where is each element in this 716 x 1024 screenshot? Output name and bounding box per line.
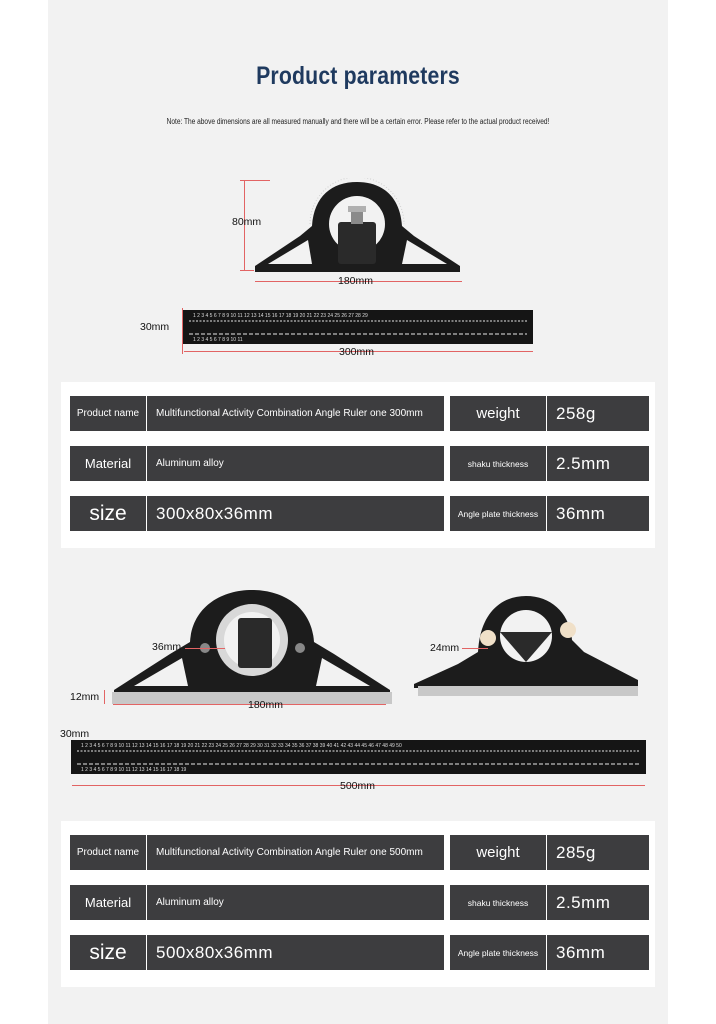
svg-text:1 2 3 4 5 6 7 8 9 10 11 12 13: 1 2 3 4 5 6 7 8 9 10 11 12 13 14 15 16 17 18 19 20 21 22 23 24 25 26 27 28 29: [193, 313, 368, 319]
shaku-thickness-value: 2.5mm: [547, 446, 649, 481]
dim-line-horizontal: [240, 180, 270, 181]
size-value: 500x80x36mm: [147, 935, 444, 970]
weight-value: 258g: [547, 396, 649, 431]
page-title: Product parameters: [256, 62, 460, 90]
ruler-length-label: 300mm: [339, 346, 375, 358]
shaku-thickness-label: shaku thickness: [450, 446, 546, 481]
product-name-value: Multifunctional Activity Combination Angle Ruler one 500mm: [147, 835, 444, 870]
angle-plate-thickness-label: Angle plate thickness: [450, 935, 546, 970]
size-value: 300x80x36mm: [147, 496, 444, 531]
weight-value: 285g: [547, 835, 649, 870]
dim-line-vertical: [104, 690, 105, 704]
head-height-label: 80mm: [232, 216, 262, 228]
spec-table-500: [61, 821, 655, 987]
product-name-label: Product name: [70, 835, 146, 870]
head-width-label: 180mm: [338, 275, 374, 287]
size-label: size: [70, 935, 146, 970]
svg-text:1 2 3 4 5 6 7 8 9 10 11 12 13: 1 2 3 4 5 6 7 8 9 10 11 12 13 14 15 16 17 18 19 20 21 22 23 24 25 26 27 28 29 30 31 32 33 34 35 36 37 38 39 40 41 42 43 44 45 46 47 48 49 50: [81, 743, 402, 749]
material-label: Material: [70, 446, 146, 481]
size-label: size: [70, 496, 146, 531]
angle-plate-thickness-value: 36mm: [547, 496, 649, 531]
angle-plate-thickness-label: Angle plate thickness: [450, 496, 546, 531]
svg-text:1 2 3 4 5 6: 1 2 3 4 5 6 7 8 9 10 11 12 13 14 15 16 17 18 19: [81, 767, 187, 773]
base-thickness-label: 12mm: [70, 691, 100, 703]
dim-line-horizontal: [240, 270, 254, 271]
protractor-offset-label: 36mm: [152, 641, 182, 653]
material-value: Aluminum alloy: [147, 446, 444, 481]
head-front-width-label: 180mm: [248, 699, 284, 711]
dim-line-horizontal: [462, 648, 488, 649]
protractor-head-image: [250, 178, 465, 276]
dim-line-vertical: [182, 308, 183, 354]
svg-text:1 2 3 4 5 6 7 8: 1 2 3 4 5 6 7 8 9 10 11: [193, 337, 243, 343]
ruler-300-image: [183, 310, 533, 346]
ruler-500-height-label: 30mm: [60, 728, 90, 740]
ruler-500-image: [71, 740, 646, 776]
ruler-height-label: 30mm: [140, 321, 170, 333]
product-name-value: Multifunctional Activity Combination Angle Ruler one 300mm: [147, 396, 444, 431]
material-value: Aluminum alloy: [147, 885, 444, 920]
angle-plate-thickness-value: 36mm: [547, 935, 649, 970]
product-name-label: Product name: [70, 396, 146, 431]
material-label: Material: [70, 885, 146, 920]
measurement-note: Note: The above dimensions are all measured manually and there will be a certain error. Please refer to the actual product received!: [166, 117, 550, 126]
dim-line-horizontal: [185, 648, 225, 649]
ruler-500-length-label: 500mm: [340, 780, 376, 792]
spec-table-300: [61, 382, 655, 548]
square-offset-label: 24mm: [430, 642, 460, 654]
weight-label: weight: [450, 396, 546, 431]
shaku-thickness-label: shaku thickness: [450, 885, 546, 920]
weight-label: weight: [450, 835, 546, 870]
shaku-thickness-value: 2.5mm: [547, 885, 649, 920]
